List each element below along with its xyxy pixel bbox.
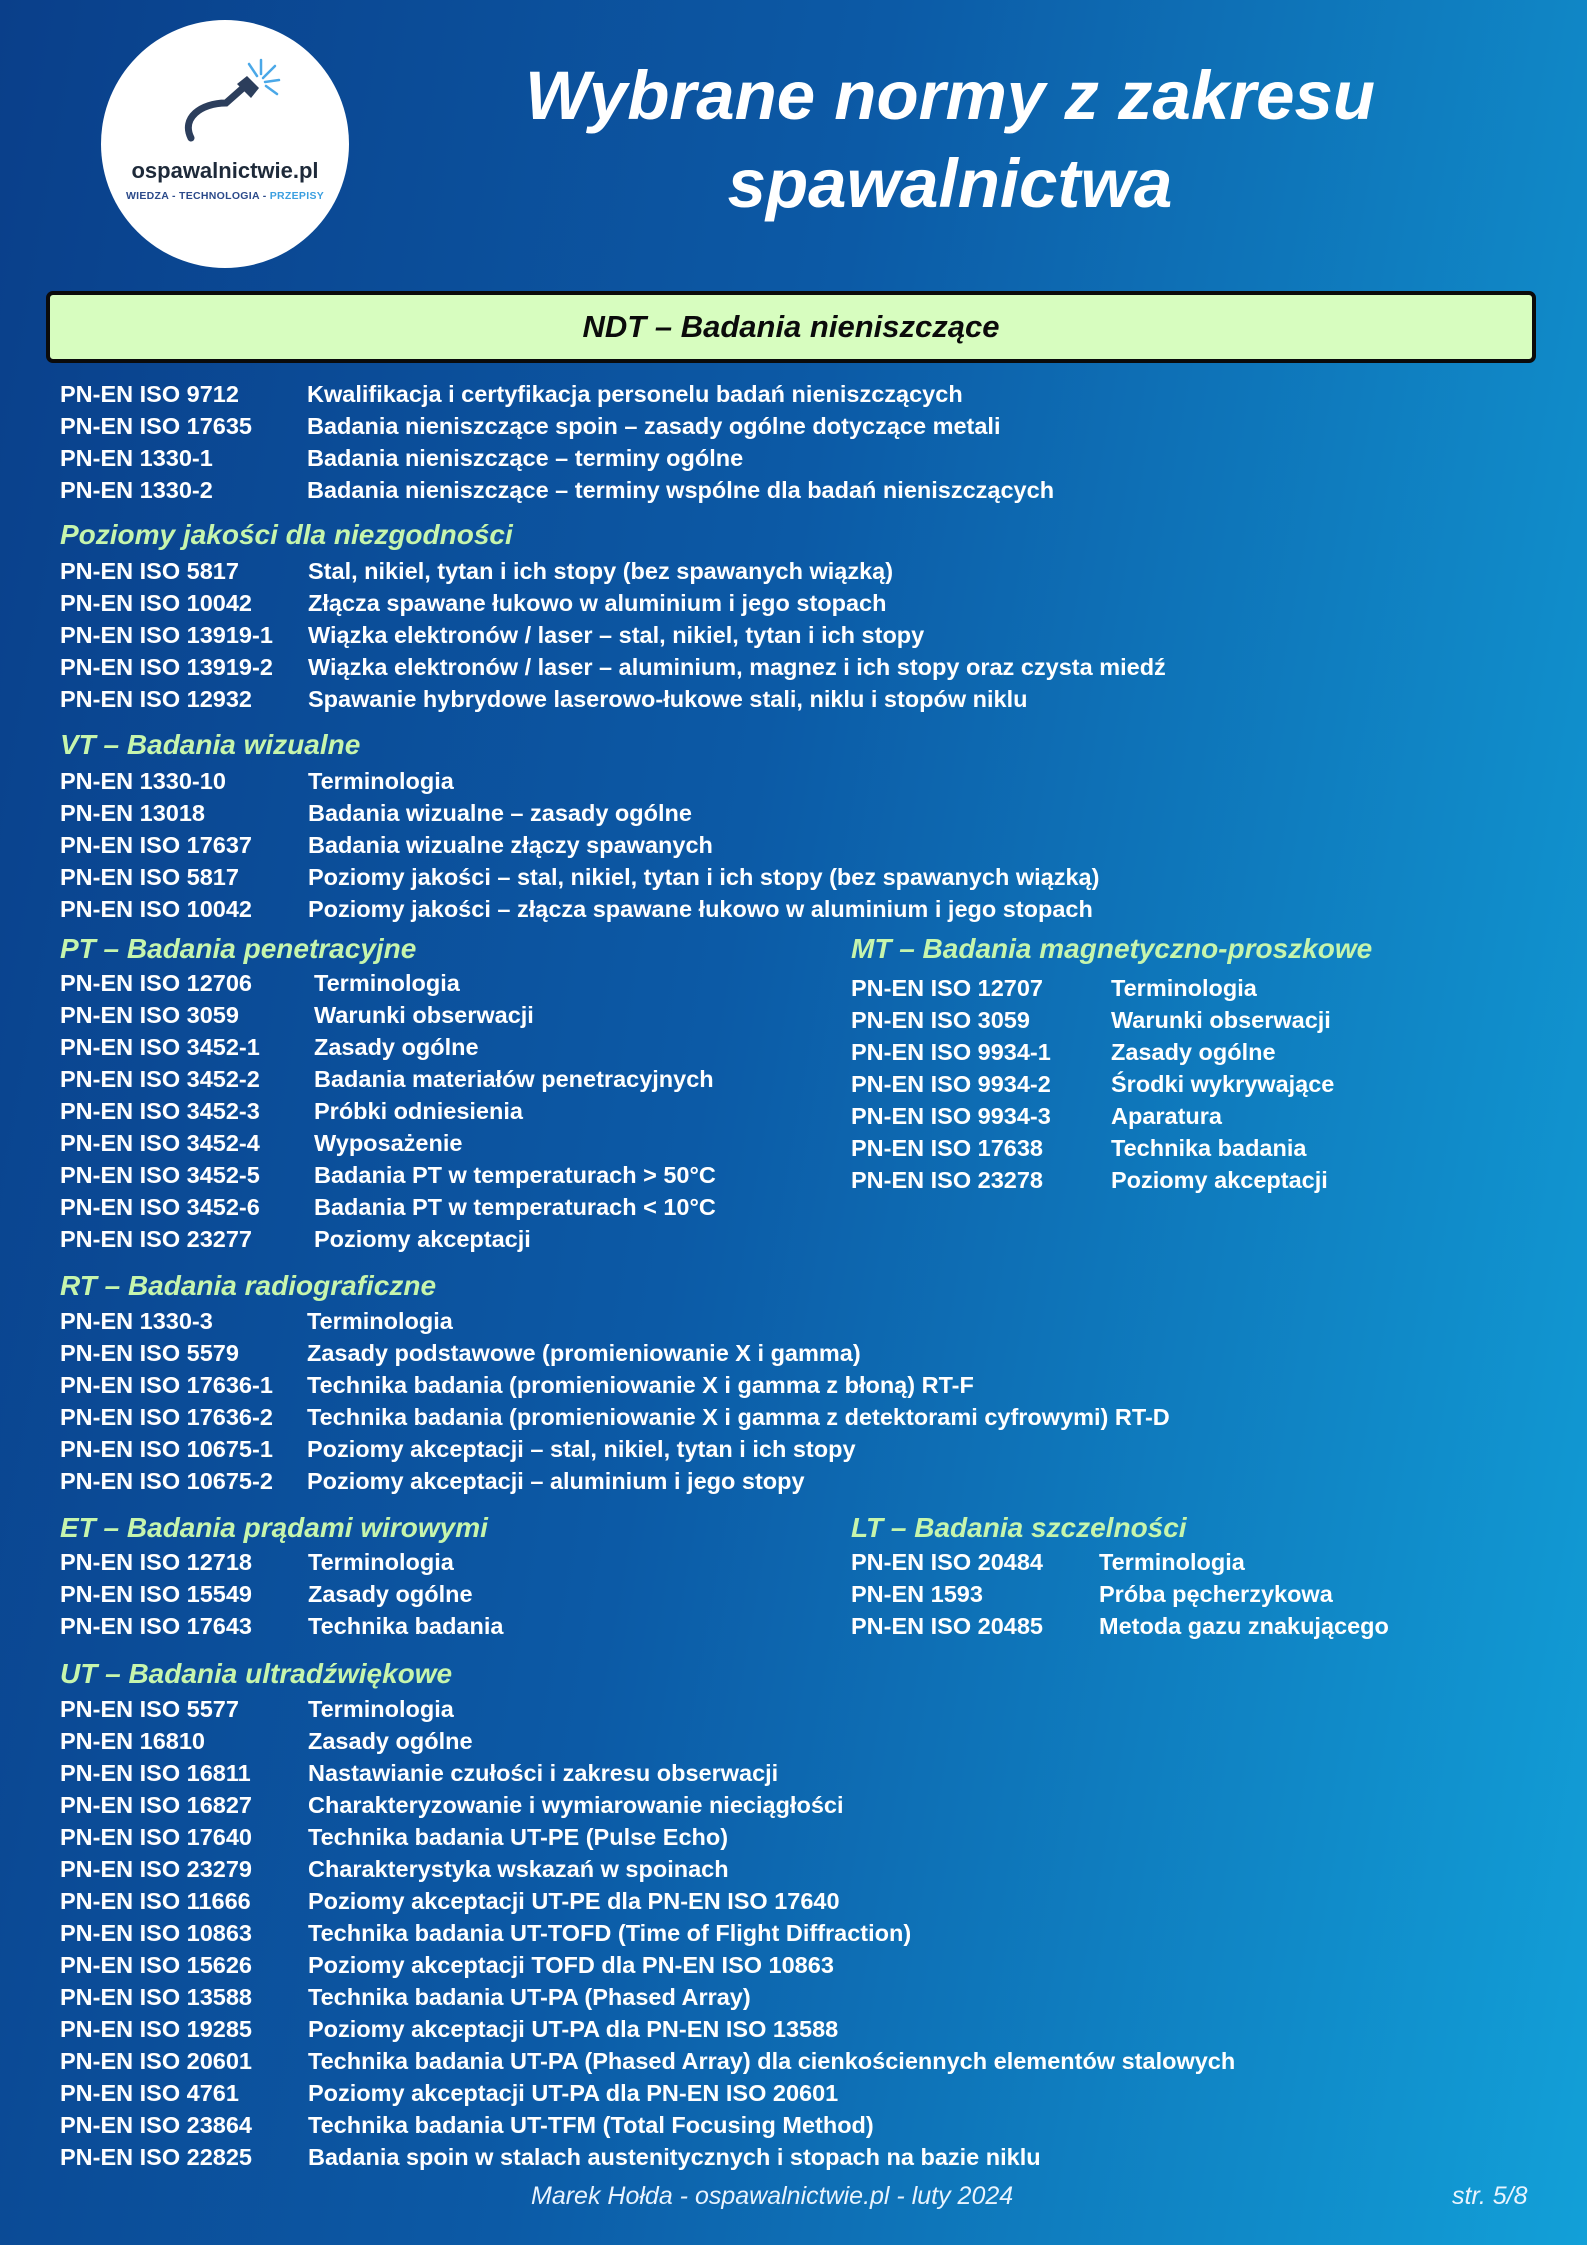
standard-row: [60, 1031, 716, 1063]
standard-title: Technika badania (promieniowanie X i gamma z detektorami cyfrowymi) RT-D: [307, 1404, 1170, 1430]
standard-title: Stal, nikiel, tytan i ich stopy (bez spawanych wiązką): [308, 558, 894, 584]
standard-title: Badania nieniszczące – terminy ogólne: [307, 445, 744, 471]
standard-row: [60, 410, 1054, 442]
section-pt: [60, 967, 716, 1255]
standard-title: Technika badania UT-TOFD (Time of Flight Diffraction): [308, 1920, 912, 1946]
standard-code: PN-EN ISO 3452-3: [60, 1098, 260, 1124]
standard-title: Złącza spawane łukowo w aluminium i jego stopach: [308, 590, 887, 616]
standard-title: Badania PT w temperaturach < 10°C: [314, 1194, 716, 1220]
standard-row: [60, 555, 1166, 587]
standard-code: PN-EN ISO 10042: [60, 896, 253, 922]
standard-code: PN-EN 1330-3: [60, 1308, 213, 1334]
standard-title: Technika badania UT-PE (Pulse Echo): [308, 1824, 729, 1850]
standard-row: [851, 1132, 1334, 1164]
section-mt: [851, 972, 1334, 1196]
standard-title: Technika badania UT-TFM (Total Focusing Method): [308, 2112, 874, 2138]
standard-row: [60, 967, 716, 999]
heading-et: ET – Badania prądami wirowymi: [60, 1512, 488, 1543]
standard-code: PN-EN ISO 17637: [60, 832, 253, 858]
standard-row: [60, 829, 1099, 861]
standard-code: PN-EN ISO 20484: [851, 1549, 1044, 1575]
standard-code: PN-EN ISO 9934-1: [851, 1039, 1051, 1065]
standard-row: [60, 1095, 716, 1127]
standard-row: [60, 651, 1166, 683]
standard-title: Badania wizualne – zasady ogólne: [308, 800, 692, 826]
standard-code: PN-EN ISO 17638: [851, 1135, 1044, 1161]
standard-code: PN-EN ISO 3452-2: [60, 1066, 260, 1092]
standard-title: Terminologia: [314, 970, 460, 996]
standard-row: [60, 1305, 1170, 1337]
standard-row: [60, 1159, 716, 1191]
heading-vt: VT – Badania wizualne: [60, 729, 361, 760]
standard-code: PN-EN ISO 5817: [60, 864, 239, 890]
standard-code: PN-EN ISO 5577: [60, 1696, 239, 1722]
standard-row: [60, 1401, 1170, 1433]
standard-code: PN-EN ISO 3452-1: [60, 1034, 260, 1060]
section-et: [60, 1546, 503, 1642]
standard-row: [60, 1789, 1235, 1821]
standard-row: [60, 2045, 1235, 2077]
standard-code: PN-EN ISO 3059: [60, 1002, 239, 1028]
standard-row: [60, 587, 1166, 619]
standard-row: [60, 1465, 1170, 1497]
section-vt: [60, 765, 1099, 925]
standard-title: Poziomy akceptacji – stal, nikiel, tytan i ich stopy: [307, 1436, 856, 1462]
logo-brand: ospawalnictwie.pl: [131, 158, 319, 183]
standard-row: [60, 1223, 716, 1255]
standard-row: [60, 1821, 1235, 1853]
logo-tagline: WIEDZA - TECHNOLOGIA - PRZEPISY: [125, 190, 325, 202]
standard-code: PN-EN ISO 9934-2: [851, 1071, 1051, 1097]
section-general: [60, 378, 1054, 506]
heading-ut: UT – Badania ultradźwiękowe: [60, 1658, 453, 1689]
heading-pt: PT – Badania penetracyjne: [60, 933, 417, 964]
heading-rt: RT – Badania radiograficzne: [60, 1270, 437, 1301]
standard-title: Technika badania: [308, 1613, 504, 1639]
standard-row: [60, 1757, 1235, 1789]
standard-title: Zasady ogólne: [308, 1728, 473, 1754]
standard-title: Poziomy akceptacji UT-PA dla PN-EN ISO 20601: [308, 2080, 839, 2106]
section-quality: [60, 555, 1166, 715]
standard-code: PN-EN ISO 17635: [60, 413, 253, 439]
standard-code: PN-EN ISO 3452-5: [60, 1162, 260, 1188]
standard-title: Poziomy akceptacji: [314, 1226, 531, 1252]
standard-row: [851, 1100, 1334, 1132]
standard-code: PN-EN ISO 16827: [60, 1792, 253, 1818]
standard-code: PN-EN ISO 19285: [60, 2016, 253, 2042]
standard-title: Próba pęcherzykowa: [1099, 1581, 1333, 1607]
standard-code: PN-EN ISO 11666: [60, 1888, 251, 1914]
standard-row: [60, 1885, 1235, 1917]
standard-code: PN-EN ISO 23279: [60, 1856, 253, 1882]
standard-title: Zasady ogólne: [314, 1034, 479, 1060]
standard-title: Badania wizualne złączy spawanych: [308, 832, 713, 858]
footer-author: Marek Hołda - ospawalnictwie.pl - luty 2024: [531, 2182, 1014, 2210]
standard-row: [851, 1068, 1334, 1100]
ndt-banner: NDT – Badania nieniszczące: [46, 291, 1536, 363]
standard-code: PN-EN ISO 13919-2: [60, 654, 273, 680]
standard-code: PN-EN ISO 4761: [60, 2080, 239, 2106]
standard-row: [851, 1610, 1389, 1642]
standard-title: Wiązka elektronów / laser – stal, nikiel, tytan i ich stopy: [308, 622, 925, 648]
standard-row: [60, 1917, 1235, 1949]
section-ut: [60, 1693, 1235, 2173]
standard-row: [60, 378, 1054, 410]
standard-row: [60, 1981, 1235, 2013]
standard-row: [60, 1546, 503, 1578]
standard-title: Badania PT w temperaturach > 50°C: [314, 1162, 716, 1188]
standard-code: PN-EN ISO 9934-3: [851, 1103, 1051, 1129]
standard-title: Zasady ogólne: [308, 1581, 473, 1607]
standard-code: PN-EN ISO 23278: [851, 1167, 1044, 1193]
standard-title: Technika badania UT-PA (Phased Array): [308, 1984, 751, 2010]
standard-code: PN-EN 1330-2: [60, 477, 213, 503]
standard-row: [851, 1578, 1389, 1610]
standard-title: Terminologia: [308, 768, 454, 794]
standard-title: Poziomy akceptacji: [1111, 1167, 1328, 1193]
standard-code: PN-EN ISO 3059: [851, 1007, 1030, 1033]
footer-page-number: str. 5/8: [1452, 2182, 1528, 2210]
page-title: Wybrane normy z zakresu spawalnictwa: [524, 57, 1376, 222]
standard-row: [60, 1949, 1235, 1981]
standard-title: Badania materiałów penetracyjnych: [314, 1066, 714, 1092]
section-rt: [60, 1305, 1170, 1497]
standard-code: PN-EN ISO 23864: [60, 2112, 253, 2138]
standard-title: Terminologia: [1099, 1549, 1245, 1575]
standard-row: [851, 1546, 1389, 1578]
standard-row: [60, 2109, 1235, 2141]
standard-code: PN-EN ISO 12718: [60, 1549, 253, 1575]
standard-code: PN-EN ISO 10042: [60, 590, 253, 616]
standard-title: Warunki obserwacji: [314, 1002, 534, 1028]
standard-title: Technika badania: [1111, 1135, 1307, 1161]
standard-title: Poziomy akceptacji – aluminium i jego stopy: [307, 1468, 805, 1494]
standard-row: [60, 765, 1099, 797]
standard-row: [851, 1036, 1334, 1068]
standard-row: [60, 1578, 503, 1610]
standard-title: Terminologia: [308, 1549, 454, 1575]
standard-code: PN-EN ISO 17636-2: [60, 1404, 273, 1430]
standard-code: PN-EN ISO 17640: [60, 1824, 253, 1850]
standard-code: PN-EN 1330-10: [60, 768, 226, 794]
heading-quality: Poziomy jakości dla niezgodności: [60, 519, 513, 550]
standard-title: Charakterystyka wskazań w spoinach: [308, 1856, 729, 1882]
standard-code: PN-EN ISO 12706: [60, 970, 253, 996]
standard-code: PN-EN ISO 15626: [60, 1952, 253, 1978]
standard-code: PN-EN ISO 10863: [60, 1920, 253, 1946]
standard-row: [60, 1610, 503, 1642]
standard-row: [60, 2013, 1235, 2045]
standard-code: PN-EN ISO 3452-4: [60, 1130, 260, 1156]
standard-row: [60, 999, 716, 1031]
standard-row: [60, 1191, 716, 1223]
standard-code: PN-EN 1330-1: [60, 445, 213, 471]
standard-title: Środki wykrywające: [1111, 1071, 1335, 1097]
heading-lt: LT – Badania szczelności: [851, 1512, 1187, 1543]
standard-code: PN-EN ISO 12932: [60, 686, 253, 712]
standard-code: PN-EN 1593: [851, 1581, 983, 1607]
standard-title: Poziomy akceptacji UT-PA dla PN-EN ISO 13588: [308, 2016, 839, 2042]
standard-title: Terminologia: [307, 1308, 453, 1334]
standard-row: [60, 1127, 716, 1159]
logo: [101, 20, 349, 268]
standard-title: Aparatura: [1111, 1103, 1223, 1129]
standard-title: Zasady ogólne: [1111, 1039, 1276, 1065]
standard-row: [60, 893, 1099, 925]
standard-row: [60, 1369, 1170, 1401]
standard-title: Charakteryzowanie i wymiarowanie nieciągłości: [308, 1792, 844, 1818]
standard-title: Spawanie hybrydowe laserowo-łukowe stali, niklu i stopów niklu: [308, 686, 1028, 712]
standard-title: Technika badania UT-PA (Phased Array) dla cienkościennych elementów stalowych: [308, 2048, 1236, 2074]
standard-code: PN-EN ISO 5817: [60, 558, 239, 584]
standard-title: Zasady podstawowe (promieniowanie X i gamma): [307, 1340, 861, 1366]
standard-code: PN-EN ISO 3452-6: [60, 1194, 260, 1220]
standard-code: PN-EN 13018: [60, 800, 205, 826]
standard-code: PN-EN ISO 17643: [60, 1613, 253, 1639]
standard-row: [60, 797, 1099, 829]
standard-code: PN-EN ISO 16811: [60, 1760, 251, 1786]
standard-row: [60, 1853, 1235, 1885]
standard-row: [60, 619, 1166, 651]
standard-title: Poziomy jakości – złącza spawane łukowo w aluminium i jego stopach: [308, 896, 1093, 922]
standard-code: PN-EN ISO 13588: [60, 1984, 253, 2010]
standard-row: [851, 972, 1334, 1004]
standard-title: Warunki obserwacji: [1111, 1007, 1331, 1033]
standard-row: [60, 442, 1054, 474]
standard-title: Technika badania (promieniowanie X i gamma z błoną) RT-F: [307, 1372, 974, 1398]
standard-code: PN-EN ISO 17636-1: [60, 1372, 273, 1398]
standard-title: Próbki odniesienia: [314, 1098, 523, 1124]
standard-code: PN-EN ISO 5579: [60, 1340, 239, 1366]
standard-title: Wyposażenie: [314, 1130, 463, 1156]
standard-code: PN-EN ISO 15549: [60, 1581, 253, 1607]
standard-row: [60, 1693, 1235, 1725]
standard-code: PN-EN ISO 20485: [851, 1613, 1044, 1639]
standard-row: [60, 1433, 1170, 1465]
standard-code: PN-EN ISO 12707: [851, 975, 1044, 1001]
standard-title: Badania spoin w stalach austenitycznych i stopach na bazie niklu: [308, 2144, 1041, 2170]
standard-code: PN-EN ISO 10675-2: [60, 1468, 273, 1494]
standard-row: [60, 474, 1054, 506]
standard-title: Terminologia: [1111, 975, 1257, 1001]
standard-title: Wiązka elektronów / laser – aluminium, magnez i ich stopy oraz czysta miedź: [308, 654, 1166, 680]
standard-row: [60, 683, 1166, 715]
standard-title: Poziomy jakości – stal, nikiel, tytan i ich stopy (bez spawanych wiązką): [308, 864, 1100, 890]
standard-code: PN-EN ISO 22825: [60, 2144, 253, 2170]
standard-row: [851, 1164, 1334, 1196]
welding-torch-icon: [171, 58, 281, 148]
standard-title: Metoda gazu znakującego: [1099, 1613, 1389, 1639]
standard-row: [60, 1063, 716, 1095]
standard-row: [60, 1725, 1235, 1757]
standard-title: Badania nieniszczące spoin – zasady ogólne dotyczące metali: [307, 413, 1001, 439]
section-lt: [851, 1546, 1389, 1642]
standard-row: [60, 861, 1099, 893]
heading-mt: MT – Badania magnetyczno-proszkowe: [851, 933, 1373, 964]
standard-code: PN-EN ISO 10675-1: [60, 1436, 273, 1462]
standard-title: Poziomy akceptacji UT-PE dla PN-EN ISO 17640: [308, 1888, 840, 1914]
standard-title: Nastawianie czułości i zakresu obserwacji: [308, 1760, 779, 1786]
standard-row: [60, 2141, 1235, 2173]
standard-code: PN-EN ISO 13919-1: [60, 622, 273, 648]
standard-title: Badania nieniszczące – terminy wspólne dla badań nieniszczących: [307, 477, 1055, 503]
standard-code: PN-EN 16810: [60, 1728, 205, 1754]
standard-title: Kwalifikacja i certyfikacja personelu badań nieniszczących: [307, 381, 963, 407]
standard-row: [851, 1004, 1334, 1036]
standard-title: Terminologia: [308, 1696, 454, 1722]
standard-row: [60, 2077, 1235, 2109]
standard-code: PN-EN ISO 20601: [60, 2048, 253, 2074]
standard-code: PN-EN ISO 23277: [60, 1226, 253, 1252]
standard-code: PN-EN ISO 9712: [60, 381, 239, 407]
standard-title: Poziomy akceptacji TOFD dla PN-EN ISO 10863: [308, 1952, 834, 1978]
standard-row: [60, 1337, 1170, 1369]
